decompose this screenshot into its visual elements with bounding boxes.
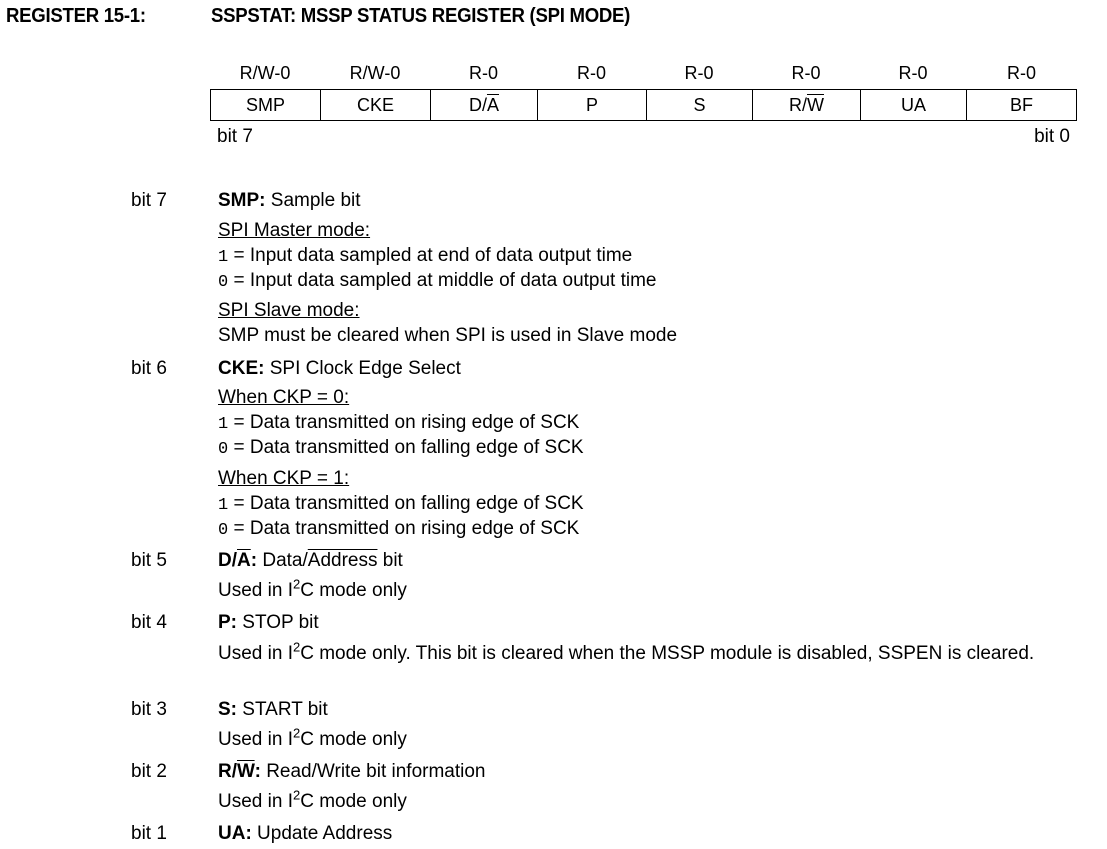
bit-name: P: [218, 612, 237, 633]
bit-name: S: [218, 699, 237, 720]
bit-name: BF [1009, 95, 1033, 115]
bit-name: P [585, 95, 598, 115]
bit-title-overlined: Address [307, 550, 378, 571]
option-value: 1 [218, 496, 229, 515]
option-value: 1 [218, 415, 229, 434]
bit4-text [218, 641, 1070, 666]
bit-name: UA [900, 95, 926, 115]
bit2-label: bit 2 [131, 761, 167, 782]
bit-title: Read/Write bit information [260, 761, 486, 782]
bit3-text [218, 725, 407, 751]
bit-name-overlined: $\overline{W}$ [237, 761, 255, 782]
option-value: 0 [218, 521, 229, 540]
option-line [218, 437, 584, 461]
bit5-text [218, 576, 407, 602]
superscript: 2 [292, 725, 301, 741]
register-number: REGISTER 15-1: [6, 5, 146, 27]
bit-name: UA: [218, 823, 252, 844]
bit-title: Data/ [257, 550, 308, 571]
bit5-heading [218, 550, 403, 572]
access-bit5: R-0 [468, 63, 498, 83]
access-bit7: R/W-0 [239, 63, 291, 83]
bit-title-end: bit [377, 550, 403, 571]
option-text: = Data transmitted on rising edge of SCK [228, 412, 580, 433]
lsb-label: bit 0 [1034, 126, 1070, 147]
superscript: 2 [292, 639, 301, 655]
text: Used in I [218, 643, 293, 664]
bit-name: SMP: [218, 190, 266, 211]
text: Used in I [218, 729, 293, 750]
register-bit-table [210, 89, 1077, 121]
option-text: = Data transmitted on falling edge of SCK [228, 493, 584, 514]
bit-name: CKE: [218, 358, 265, 379]
text: Used in I [218, 580, 293, 601]
bit4-heading [218, 612, 319, 634]
option-value: 1 [218, 248, 229, 267]
page-title: SSPSTAT: MSSP STATUS REGISTER (SPI MODE) [211, 5, 631, 27]
bit-name-overlined: $\overline{A}$ [237, 550, 251, 571]
bit-name: SMP [245, 95, 285, 115]
bit-cell-s [647, 90, 753, 120]
bit5-label: bit 5 [131, 550, 167, 571]
access-bit6: R/W-0 [349, 63, 401, 83]
access-bit1: R-0 [898, 63, 928, 83]
option-line [218, 493, 584, 517]
bit3-label: bit 3 [131, 699, 167, 720]
bit-title: Sample bit [265, 190, 361, 211]
text: Used in I [218, 791, 293, 812]
option-line [218, 245, 632, 269]
bit-cell-ua [861, 90, 967, 120]
text: C mode only [300, 791, 407, 812]
bit-title: STOP bit [237, 612, 319, 633]
option-text: = Data transmitted on falling edge of SCK [228, 437, 584, 458]
bit7-heading [218, 190, 361, 212]
bit-cell-p [538, 90, 647, 120]
bit-name: S [693, 95, 706, 115]
option-line [218, 270, 657, 294]
access-bit4: R-0 [576, 63, 606, 83]
colon: : [250, 550, 258, 571]
bit1-label: bit 1 [131, 823, 167, 844]
ckp1-heading: When CKP = 1: [218, 468, 350, 489]
access-bit2: R-0 [791, 63, 821, 83]
bit2-text [218, 787, 407, 813]
slave-mode-text: SMP must be cleared when SPI is used in Slave mode [218, 325, 678, 346]
option-value: 0 [218, 440, 229, 459]
msb-label: bit 7 [217, 126, 253, 147]
option-text: = Input data sampled at end of data output time [228, 245, 633, 266]
bit4-label: bit 4 [131, 612, 167, 633]
master-mode-heading: SPI Master mode: [218, 220, 371, 241]
ckp0-heading: When CKP = 0: [218, 387, 350, 408]
bit-name: D/ [468, 95, 487, 115]
superscript: 2 [292, 787, 301, 803]
bit-name-overlined: $\overline{W}$ [807, 95, 824, 115]
bit-cell-cke [321, 90, 431, 120]
bit-name: R/ [218, 761, 237, 782]
bit-title: Update Address [251, 823, 393, 844]
option-value: 0 [218, 273, 229, 292]
bit-name: D/ [218, 550, 237, 571]
colon: : [254, 761, 261, 782]
option-line [218, 518, 579, 542]
bit-name: CKE [356, 95, 394, 115]
bit1-heading [218, 823, 392, 845]
text: C mode only [300, 580, 407, 601]
bit6-heading [218, 358, 461, 380]
bit-cell-bf [967, 90, 1076, 120]
bit7-label: bit 7 [131, 190, 167, 211]
option-text: = Data transmitted on rising edge of SCK [228, 518, 580, 539]
option-line [218, 412, 579, 436]
bit2-heading [218, 761, 486, 783]
access-bit0: R-0 [1006, 63, 1036, 83]
bit-title: START bit [237, 699, 328, 720]
bit-cell-da [431, 90, 538, 120]
text: C mode only. This bit is cleared when the MSSP module is disabled, SSPEN is cleared. [300, 643, 1035, 664]
bit3-heading [218, 699, 328, 721]
bit6-label: bit 6 [131, 358, 167, 379]
bit-name: R/ [789, 95, 807, 115]
access-bit3: R-0 [684, 63, 714, 83]
text: C mode only [300, 729, 407, 750]
superscript: 2 [292, 576, 301, 592]
bit-cell-rw [753, 90, 861, 120]
bit-cell-smp [211, 90, 321, 120]
slave-mode-heading: SPI Slave mode: [218, 300, 360, 321]
option-text: = Input data sampled at middle of data output time [228, 270, 657, 291]
bit-name-overlined: $\overline{A}$ [486, 95, 499, 115]
bit-title: SPI Clock Edge Select [264, 358, 461, 379]
